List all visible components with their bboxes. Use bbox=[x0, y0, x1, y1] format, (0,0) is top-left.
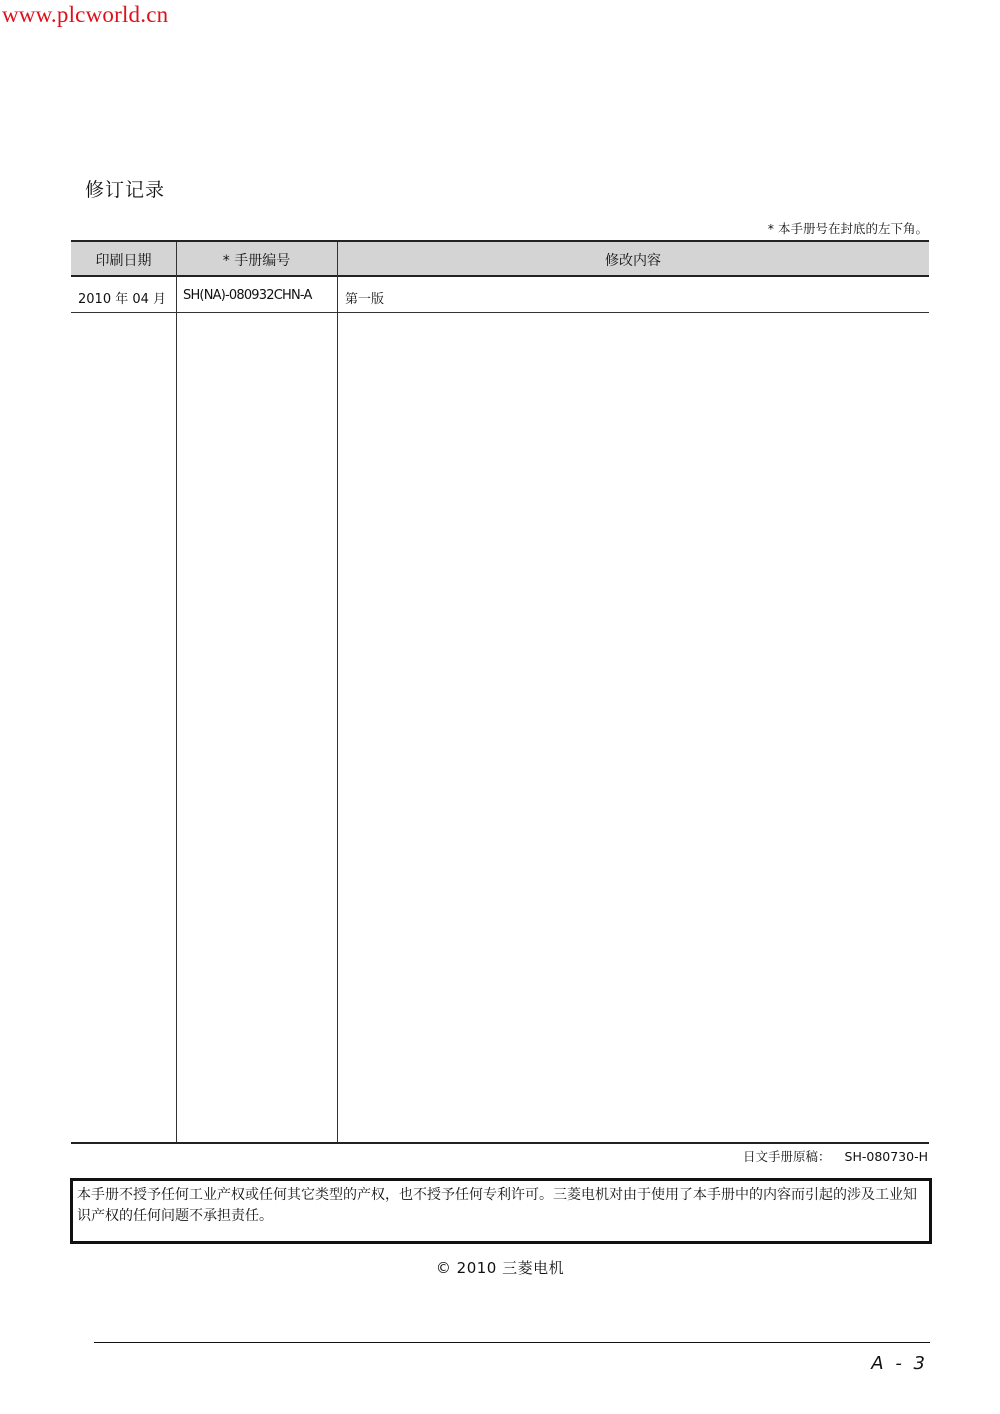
column-divider bbox=[337, 242, 338, 1142]
header-print-date: 印刷日期 bbox=[95, 253, 152, 269]
header-manual-number: * 手册编号 bbox=[222, 253, 291, 269]
watermark: www.plcworld.cn bbox=[2, 2, 169, 27]
manual-number-note: * 本手册号在封底的左下角。 bbox=[767, 221, 928, 236]
copyright: © 2010 三菱电机 bbox=[435, 1259, 565, 1277]
footer-divider bbox=[94, 1342, 930, 1343]
row-revision-content: 第一版 bbox=[345, 292, 385, 307]
row-print-date: 2010 年 04 月 bbox=[78, 292, 167, 307]
row-manual-number: SH(NA)-080932CHN-A bbox=[183, 288, 312, 303]
table-row bbox=[71, 277, 929, 313]
original-code: SH-080730-H bbox=[844, 1149, 928, 1164]
page-title: 修订记录 bbox=[85, 179, 166, 201]
original-manual-info bbox=[743, 1147, 928, 1165]
column-divider bbox=[176, 242, 177, 1142]
original-label: 日文手册原稿： bbox=[743, 1149, 831, 1164]
revision-table bbox=[71, 240, 929, 1144]
table-header bbox=[71, 242, 929, 277]
disclaimer-box: 本手册不授予任何工业产权或任何其它类型的产权，也不授予任何专利许可。三菱电机对由于使用了本手册中的内容而引起的涉及工业知识产权的任何问题不承担责任。 bbox=[70, 1178, 932, 1244]
page-number: A - 3 bbox=[871, 1353, 928, 1374]
header-revision-content: 修改内容 bbox=[605, 253, 661, 269]
